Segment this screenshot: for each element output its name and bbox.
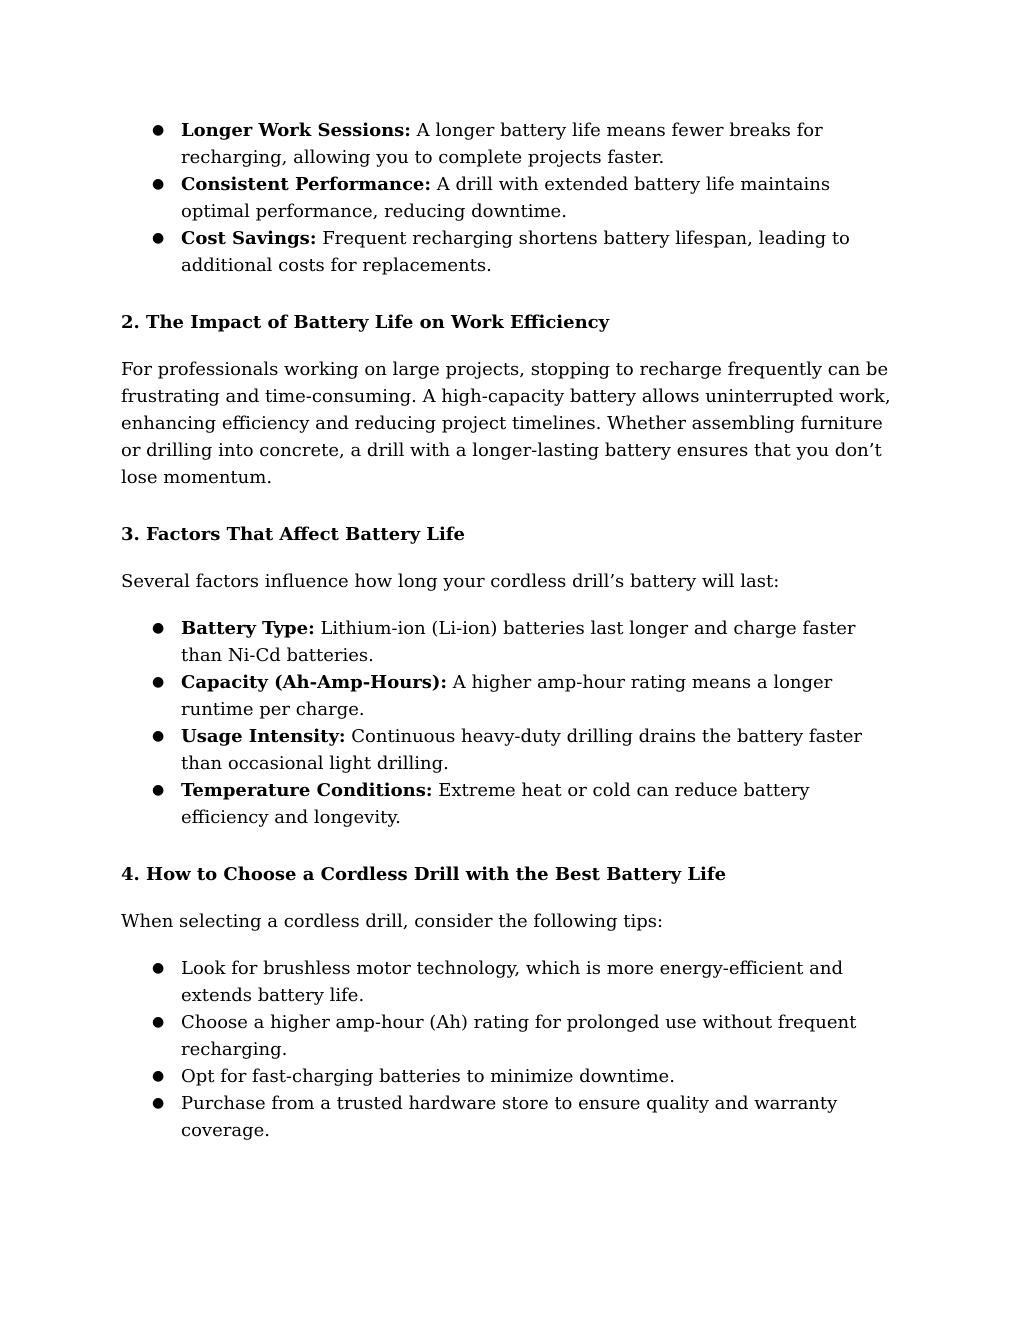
list-item (121, 777, 901, 831)
list-item (121, 723, 901, 777)
bullet-text: Purchase from a trusted hardware store to ensure quality and warranty coverage. (181, 1093, 838, 1141)
bullet-text: A drill with extended battery life maintains optimal performance, reducing downtime. (181, 174, 831, 222)
bullet-text: Lithium-ion (Li-ion) batteries last longer and charge faster than Ni-Cd batteries. (181, 618, 856, 666)
list-item (121, 1090, 901, 1144)
list-item (121, 1009, 901, 1063)
intro-bullet-list (121, 117, 901, 279)
list-item (121, 955, 901, 1009)
list-item (121, 1063, 901, 1090)
list-item (121, 615, 901, 669)
list-item (121, 117, 901, 171)
bullet-icon: ● (152, 230, 165, 246)
bullet-lead: Capacity (Ah-Amp-Hours): (181, 672, 448, 693)
bullet-icon: ● (152, 1068, 165, 1084)
section-heading: 2. The Impact of Battery Life on Work Efficiency (121, 312, 610, 333)
bullet-text: A higher amp-hour rating means a longer runtime per charge. (181, 672, 833, 720)
bullet-icon: ● (152, 620, 165, 636)
bullet-text: Choose a higher amp-hour (Ah) rating for prolonged use without frequent recharging. (181, 1012, 857, 1060)
section-paragraph: For professionals working on large projects, stopping to recharge frequently can be frustrating and time-consuming. A high-capacity battery allows uninterrupted work, enhancing efficiency and reducing project timelines. Whether assembling furniture or drilling into concrete, a drill with a longer-lasting battery ensures that you don’t lose momentum. (121, 359, 891, 488)
bullet-icon: ● (152, 1095, 165, 1111)
bullet-text: Frequent recharging shortens battery lifespan, leading to additional costs for replacements. (181, 228, 850, 276)
section-heading: 3. Factors That Affect Battery Life (121, 524, 465, 545)
bullet-lead: Cost Savings: (181, 228, 317, 249)
bullet-icon: ● (152, 728, 165, 744)
bullet-icon: ● (152, 176, 165, 192)
bullet-lead: Consistent Performance: (181, 174, 432, 195)
bullet-text: Look for brushless motor technology, which is more energy-efficient and extends battery life. (181, 958, 843, 1006)
bullet-icon: ● (152, 782, 165, 798)
bullet-icon: ● (152, 960, 165, 976)
bullet-lead: Usage Intensity: (181, 726, 346, 747)
list-item (121, 225, 901, 279)
tips-bullet-list (121, 955, 901, 1144)
section-heading: 4. How to Choose a Cordless Drill with the Best Battery Life (121, 864, 727, 885)
bullet-lead: Longer Work Sessions: (181, 120, 411, 141)
section-intro: Several factors influence how long your cordless drill’s battery will last: (121, 571, 780, 592)
bullet-text: Extreme heat or cold can reduce battery efficiency and longevity. (181, 780, 810, 828)
bullet-text: Opt for fast-charging batteries to minimize downtime. (181, 1066, 675, 1087)
bullet-icon: ● (152, 1014, 165, 1030)
list-item (121, 669, 901, 723)
section-intro: When selecting a cordless drill, consider the following tips: (121, 911, 664, 932)
bullet-lead: Battery Type: (181, 618, 315, 639)
document-page (121, 117, 901, 1144)
bullet-lead: Temperature Conditions: (181, 780, 433, 801)
factors-bullet-list (121, 615, 901, 831)
bullet-text: A longer battery life means fewer breaks for recharging, allowing you to complete projects faster. (181, 120, 823, 168)
list-item (121, 171, 901, 225)
bullet-icon: ● (152, 122, 165, 138)
bullet-text: Continuous heavy-duty drilling drains the battery faster than occasional light drilling. (181, 726, 863, 774)
bullet-icon: ● (152, 674, 165, 690)
